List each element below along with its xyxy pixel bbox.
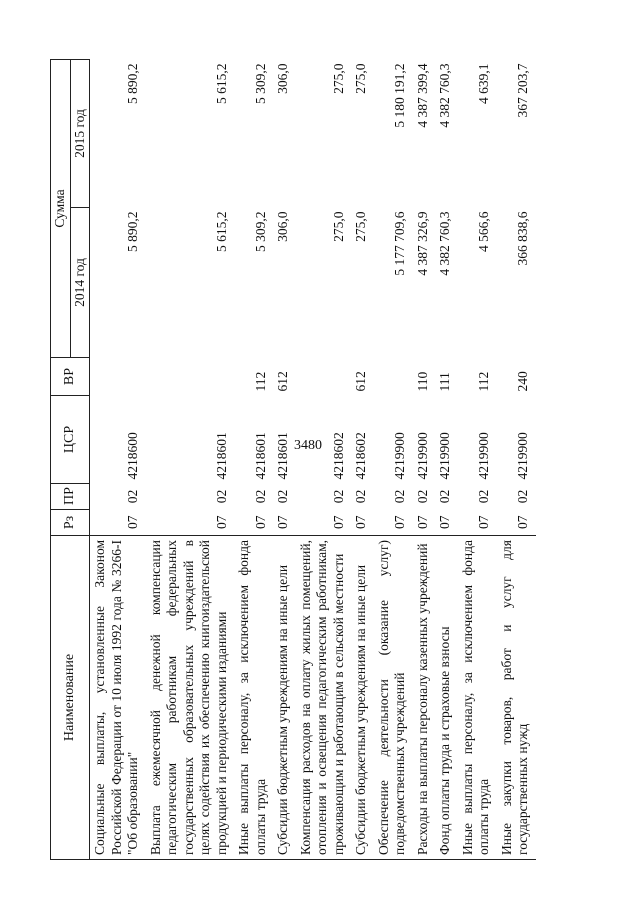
row-csr: 4218601 — [252, 432, 268, 480]
row-rz: 07 — [437, 515, 452, 529]
row-csr: 4218601 — [213, 432, 229, 480]
row-rz: 07 — [414, 515, 430, 529]
table-body — [90, 59, 536, 859]
table-row — [296, 59, 352, 859]
header-pr: ПР — [51, 484, 90, 510]
header-year-2015: 2015 год — [70, 59, 90, 207]
row-csr: 4219900 — [476, 432, 491, 480]
row-pr: 02 — [414, 489, 430, 504]
table-row — [351, 59, 374, 859]
header-rz: Рз — [51, 510, 90, 536]
row-pr: 02 — [515, 489, 530, 504]
row-name: Расходы на выплаты персоналу казенных учреждений — [413, 536, 436, 860]
row-vr: 612 — [275, 371, 290, 392]
header-csr: ЦСР — [51, 396, 90, 484]
row-vr: 112 — [476, 371, 491, 392]
row-sum-2015: 275,0 — [353, 63, 368, 94]
row-rz: 07 — [392, 515, 407, 529]
row-csr: 4219900 — [414, 432, 430, 480]
row-pr: 02 — [392, 489, 407, 504]
table-row — [374, 59, 413, 859]
row-pr: 02 — [213, 489, 229, 504]
row-sum-2015: 5 890,2 — [125, 63, 140, 104]
table-row — [90, 59, 146, 859]
row-pr: 02 — [275, 489, 290, 504]
row-csr: 4219900 — [437, 432, 452, 480]
row-csr: 4218602 — [330, 432, 346, 480]
row-vr: 240 — [515, 371, 530, 392]
row-sum-2015: 4 387 399,4 — [414, 63, 430, 128]
row-sum-2015: 275,0 — [330, 63, 346, 94]
row-sum-2014: 275,0 — [330, 211, 346, 242]
row-sum-2014: 275,0 — [353, 211, 368, 242]
row-name: Субсидии бюджетным учреждениям на иные цели — [351, 536, 374, 860]
row-vr — [296, 358, 352, 396]
row-csr: 4218602 — [353, 432, 368, 480]
header-year-2014: 2014 год — [70, 208, 90, 358]
row-rz: 07 — [275, 515, 290, 529]
row-sum-2014: 4 382 760,3 — [437, 211, 452, 276]
row-csr: 4219900 — [515, 432, 530, 480]
header-name: Наименование — [51, 536, 90, 860]
header-vr: ВР — [51, 358, 90, 396]
table-row — [413, 59, 436, 859]
row-pr: 02 — [437, 489, 452, 504]
row-vr: 110 — [414, 371, 430, 392]
row-sum-2015: 306,0 — [275, 63, 290, 94]
row-name: Социальные выплаты, установленные Законом Российской Федерации от 10 июля 1992 года № 3266-I "Об образовании" — [90, 536, 146, 860]
row-sum-2014: 366 838,6 — [515, 211, 530, 266]
row-sum-2015: 4 382 760,3 — [437, 63, 452, 128]
row-sum-2014: 5 177 709,6 — [392, 211, 407, 276]
row-sum-2014: 306,0 — [275, 211, 290, 242]
budget-table — [50, 59, 536, 860]
row-csr: 4219900 — [392, 432, 407, 480]
table-row — [497, 59, 536, 859]
row-rz: 07 — [213, 515, 229, 529]
rotated-page-content — [50, 60, 620, 860]
table-row — [273, 59, 296, 859]
row-pr: 02 — [353, 489, 368, 504]
row-vr — [146, 358, 235, 396]
row-sum-2014: 5 615,2 — [213, 211, 229, 252]
row-rz: 07 — [476, 515, 491, 529]
row-sum-2015: 5 180 191,2 — [392, 63, 407, 128]
row-name: Обеспечение деятельности (оказание услуг) подведомственных учреждений — [374, 536, 413, 860]
row-name: Выплата ежемесячной денежной компенсации педагогическим работникам федеральных государственных образовательных учреждений в целях содействия их обеспечению книгоиздательской продукцией и периодическими изданиями — [146, 536, 235, 860]
row-name: Иные выплаты персоналу, за исключением фонда оплаты труда — [234, 536, 273, 860]
row-vr — [90, 358, 146, 396]
row-pr: 02 — [476, 489, 491, 504]
row-csr: 4218600 — [125, 432, 140, 480]
row-sum-2015: 367 203,7 — [515, 63, 530, 118]
row-pr: 02 — [330, 489, 346, 504]
row-pr: 02 — [125, 489, 140, 504]
row-rz: 07 — [515, 515, 530, 529]
header-sum: Сумма — [51, 59, 71, 357]
row-sum-2015: 5 309,2 — [252, 63, 268, 104]
row-name: Компенсация расходов на оплату жилых помещений, отопления и освещения педагогическим работникам, проживающим и работающим в сельской местности — [296, 536, 352, 860]
row-sum-2014: 4 387 326,9 — [414, 211, 430, 276]
row-pr: 02 — [252, 489, 268, 504]
row-rz: 07 — [330, 515, 346, 529]
row-name: Субсидии бюджетным учреждениям на иные цели — [273, 536, 296, 860]
row-name: Иные выплаты персоналу, за исключением фонда оплаты труда — [458, 536, 497, 860]
table-row — [458, 59, 497, 859]
row-vr: 112 — [252, 371, 268, 392]
table-row — [234, 59, 273, 859]
row-vr: 612 — [353, 371, 368, 392]
row-name: Иные закупки товаров, работ и услуг для государственных нужд — [497, 536, 536, 860]
row-csr: 4218601 — [275, 432, 290, 480]
row-rz: 07 — [353, 515, 368, 529]
table-row — [435, 59, 458, 859]
row-sum-2015: 5 615,2 — [213, 63, 229, 104]
row-rz: 07 — [252, 515, 268, 529]
row-sum-2014: 5 890,2 — [125, 211, 140, 252]
row-vr: 111 — [437, 372, 452, 392]
row-rz: 07 — [125, 515, 140, 529]
row-name: Фонд оплаты труда и страховые взносы — [435, 536, 458, 860]
row-sum-2014: 5 309,2 — [252, 211, 268, 252]
row-vr — [374, 358, 413, 396]
page-number: 3480 — [294, 438, 322, 453]
table-row — [146, 59, 235, 859]
row-sum-2015: 4 639,1 — [476, 63, 491, 104]
row-sum-2014: 4 566,6 — [476, 211, 491, 252]
